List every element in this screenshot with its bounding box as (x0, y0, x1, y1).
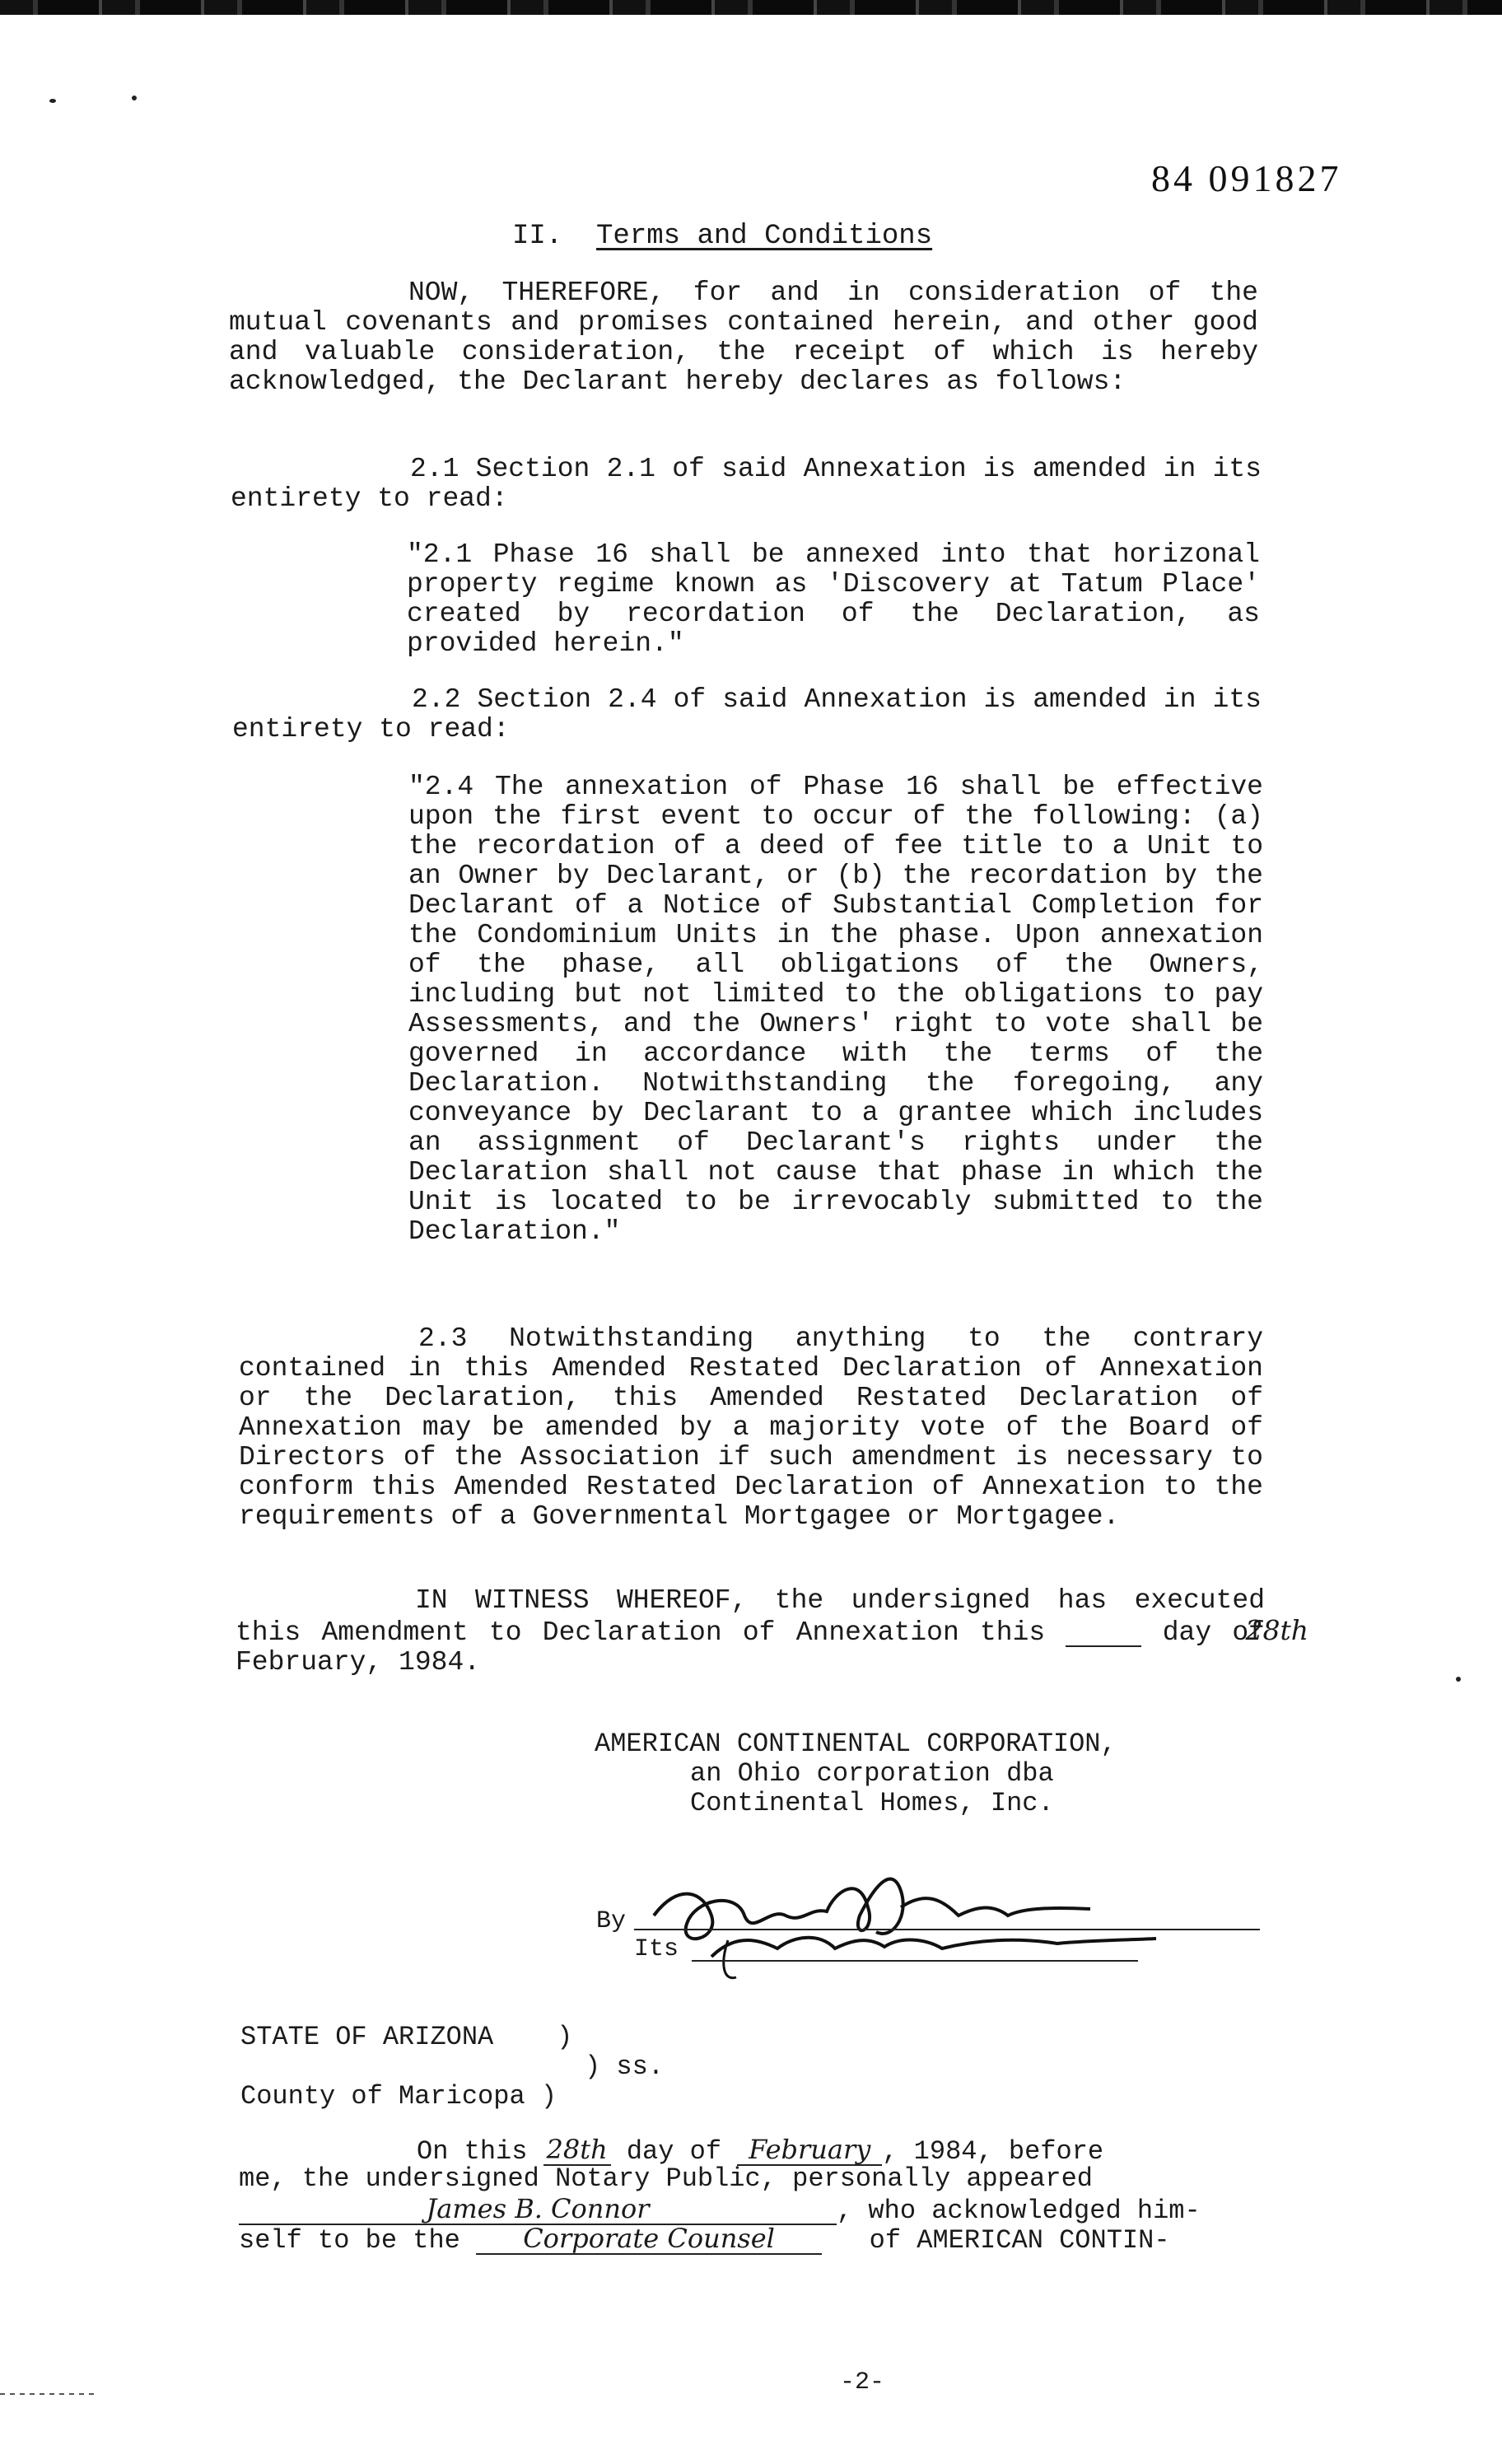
venue-paren: ) (557, 2022, 573, 2052)
corporation-name: AMERICAN CONTINENTAL CORPORATION, (595, 1729, 1117, 1759)
notary-acknowledgment (239, 2134, 1268, 2256)
witness-handwritten-day: 28th (1066, 1616, 1141, 1647)
notary-row-1 (239, 2134, 1268, 2167)
notary-text: of AMERICAN CONTIN- (869, 2225, 1170, 2256)
notary-handwritten-title: Corporate Counsel (476, 2224, 822, 2255)
section-heading (512, 221, 932, 252)
venue-state-row (240, 2023, 664, 2052)
scan-speck (132, 96, 137, 100)
handwritten-signature (629, 1858, 1206, 1981)
by-label: By (596, 1907, 627, 1935)
corporation-block (595, 1729, 1117, 1818)
its-signature-line (692, 1960, 1138, 1962)
section-2-1-quote: "2.1 Phase 16 shall be annexed into that horizonal property regime known as 'Discovery at Tatum Place' created by recordation of the Declaration, as provided herein." (407, 539, 1260, 659)
section-2-2-quote: "2.4 The annexation of Phase 16 shall be effective upon the first event to occur of the following: (a) the recordation of a deed of fee title to a Unit to an Owner by Declarant, or (b) the recordation by the Declarant of a Notice of Substantial Completion for the Condominium Units in the phase. Upon annexation of the phase, all obligations of the Owners, including but not limited to the obligations to pay Assessments, and the Owners' right to vote shall be governed in accordance with the terms of the Declaration. Notwithstanding the foregoing, any conveyance by Declarant to a grantee which includes an assignment of Declarant's rights under the Declaration shall not cause that phase in which the Unit is located to be irrevocably submitted to the Declaration." (408, 772, 1263, 1247)
corporation-descriptor: an Ohio corporation dba (690, 1758, 1054, 1789)
notary-handwritten-day: 28th (543, 2135, 611, 2166)
by-signature-line (634, 1929, 1260, 1930)
corporation-dba: Continental Homes, Inc. (690, 1788, 1054, 1818)
venue-ss: ) ss. (585, 2051, 665, 2082)
notary-handwritten-name: James B. Connor (239, 2194, 837, 2225)
venue-state: STATE OF ARIZONA (240, 2022, 494, 2052)
heading-title: Terms and Conditions (596, 221, 933, 252)
document-number: 84 091827 (1151, 157, 1342, 199)
scan-speck (1456, 1677, 1461, 1682)
notary-handwritten-month: February (737, 2135, 882, 2166)
venue-block (240, 2023, 664, 2112)
notary-row-4 (239, 2223, 1268, 2256)
witness-paragraph (236, 1585, 1308, 1678)
section-2-2-intro: 2.2 Section 2.4 of said Annexation is amended in its entirety to read: (232, 684, 1262, 744)
notary-text: day of (626, 2136, 722, 2167)
witness-date-text: day of February, 1984. (236, 1617, 1265, 1678)
preamble-paragraph: NOW, THEREFORE, for and in consideration of the mutual covenants and promises contained herein, and other good and valuable consideration, the receipt of which is hereby acknowledged, the Declarant hereby declares as follows: (229, 278, 1258, 397)
notary-row-2: me, the undersigned Notary Public, personally appeared (239, 2163, 1093, 2194)
notary-text: , who acknowledged him- (837, 2196, 1201, 2226)
scan-bottom-mark (0, 2393, 99, 2395)
witness-text: IN WITNESS WHEREOF, the undersigned has executed this Amendment to Declaration of Annexation this (236, 1585, 1265, 1648)
heading-numeral: II. (512, 221, 563, 252)
section-2-1-intro: 2.1 Section 2.1 of said Annexation is amended in its entirety to read: (231, 454, 1262, 514)
signature-block (596, 1858, 1255, 1981)
page-number: -2- (840, 2368, 885, 2396)
scan-top-edge (0, 0, 1502, 15)
notary-row-3 (239, 2194, 1268, 2224)
notary-text: , 1984, before (882, 2136, 1104, 2167)
venue-county: County of Maricopa ) (240, 2081, 557, 2112)
notary-text: self to be the (239, 2225, 460, 2256)
scan-speck (49, 99, 56, 103)
section-2-3-paragraph: 2.3 Notwithstanding anything to the contrary contained in this Amended Restated Declaration of Annexation or the Declaration, this Amended Restated Declaration of Annexation may be amended by a majority vote of the Board of Directors of the Association if such amendment is necessary to conform this Amended Restated Declaration of Annexation to the requirements of a Governmental Mortgagee or Mortgagee. (239, 1323, 1263, 1532)
notary-text: On this (417, 2136, 528, 2167)
its-label: Its (634, 1935, 679, 1963)
